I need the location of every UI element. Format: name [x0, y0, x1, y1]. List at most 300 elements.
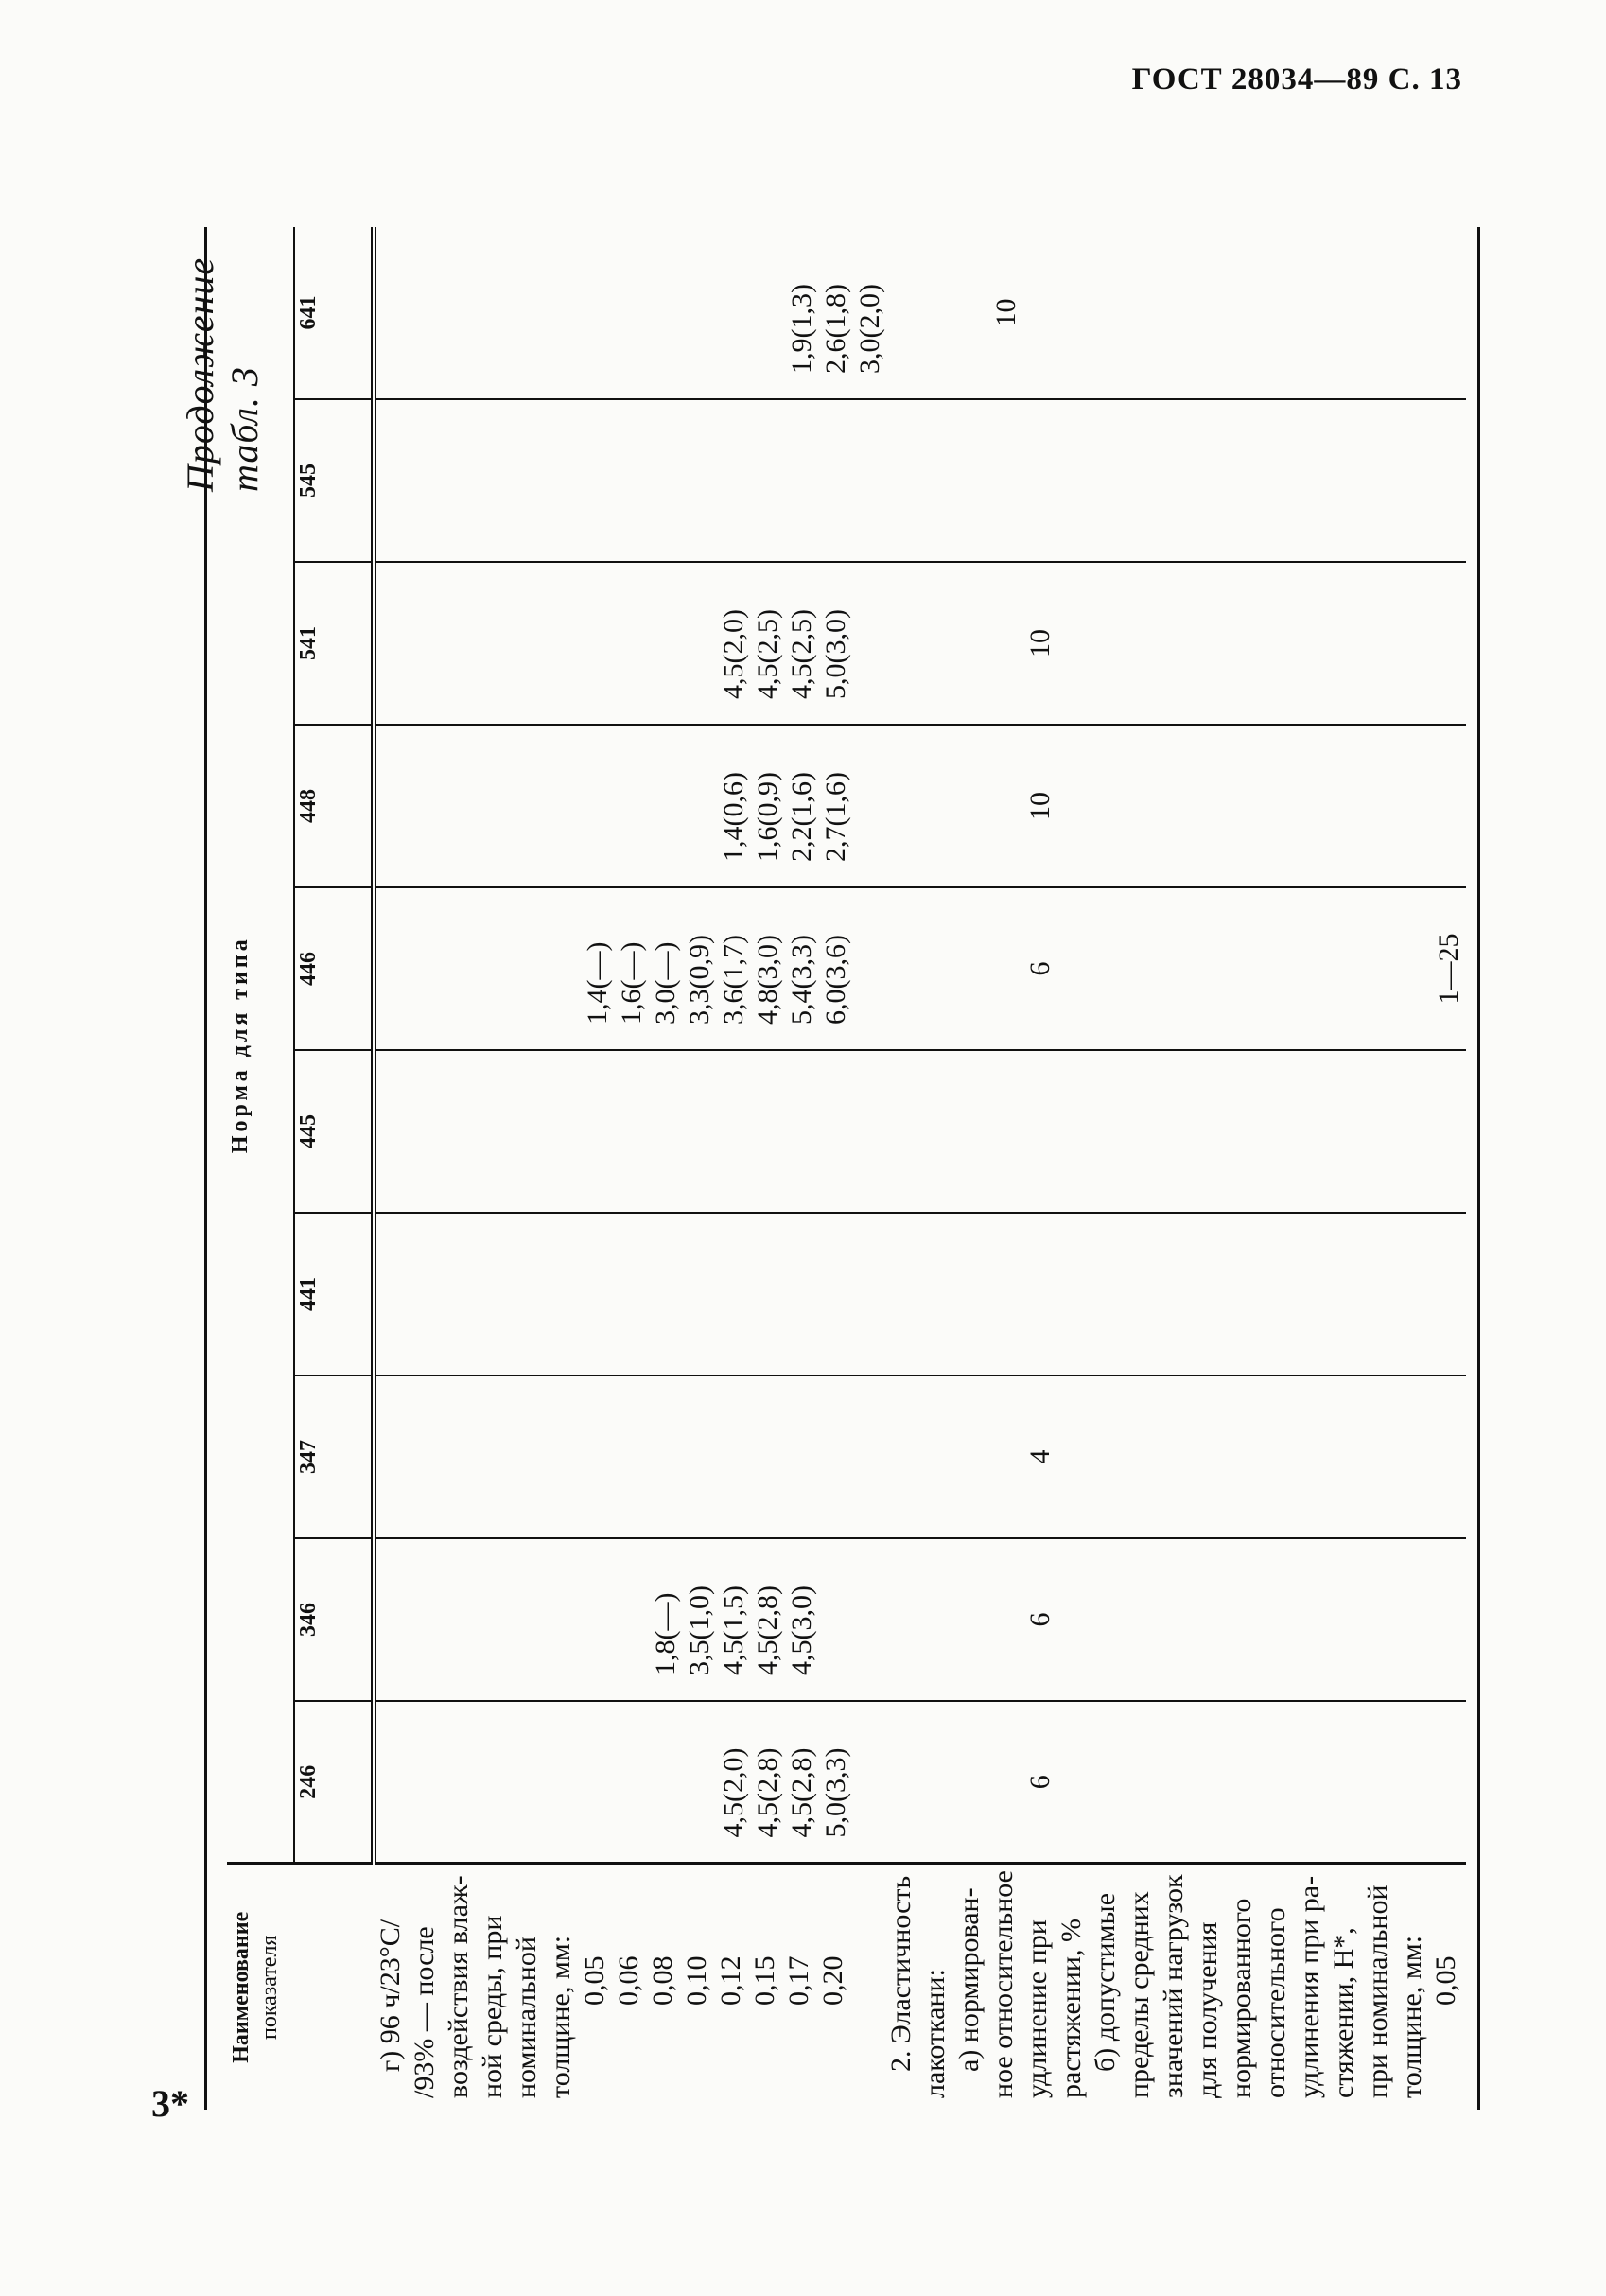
norm-value: [921, 1051, 955, 1212]
norm-value: [581, 1051, 615, 1212]
values-column-448: [374, 725, 1466, 887]
norm-value: [376, 227, 410, 398]
norm-value: [479, 726, 513, 886]
norm-value: [887, 1051, 921, 1212]
norm-value: [1194, 1051, 1228, 1212]
norm-value: [649, 726, 683, 886]
norm-value: [1126, 227, 1160, 398]
norm-value: [1330, 888, 1364, 1049]
norm-value: [1432, 1214, 1466, 1375]
norm-value: [1091, 1376, 1126, 1537]
norm-value: [955, 888, 989, 1049]
values-column-446: [374, 887, 1466, 1050]
norm-value: [581, 1376, 615, 1537]
norm-value: [1194, 1702, 1228, 1863]
norm-value: 4,5(3,0): [786, 1586, 817, 1675]
norm-value: [989, 888, 1023, 1049]
norm-value: [1126, 1051, 1160, 1212]
norm-value: [887, 227, 921, 398]
norm-value: [785, 1214, 819, 1375]
norm-value: 4,5(2,8): [752, 1586, 783, 1675]
norm-value: [1194, 888, 1228, 1049]
norm-value: [989, 1051, 1023, 1212]
norm-value: [683, 227, 717, 398]
norm-value: [717, 1376, 751, 1537]
norm-value: [955, 726, 989, 886]
norm-value: [615, 1539, 649, 1700]
indicator-name-line: для получения: [1192, 1921, 1223, 2098]
norm-value: [615, 227, 649, 398]
indicator-name-line: 0,05: [1430, 1955, 1461, 2006]
norm-value: [376, 1376, 410, 1537]
norm-value: 1,4(0,6): [718, 772, 749, 862]
norm-value: [785, 400, 819, 561]
indicator-name-line: растяжении, %: [1056, 1919, 1087, 2098]
norm-value: 10: [1024, 629, 1056, 657]
norm-value: [1160, 227, 1194, 398]
norm-value: [887, 1702, 921, 1863]
norm-value: [479, 227, 513, 398]
norm-value: [1057, 726, 1091, 886]
norm-value: [1262, 400, 1296, 561]
norm-value: [615, 563, 649, 724]
table-top-rule: [204, 227, 207, 2110]
norm-value: 5,4(3,3): [786, 935, 817, 1025]
norm-value: [1126, 1539, 1160, 1700]
norm-value: [1194, 227, 1228, 398]
indicator-name-line: номинальной: [511, 1937, 542, 2098]
norm-value: [751, 1051, 785, 1212]
norm-value: [853, 1051, 887, 1212]
norm-value: [1330, 1539, 1364, 1700]
norm-value: 3,0(—): [650, 941, 681, 1025]
norm-value: [1057, 1702, 1091, 1863]
norm-value: [581, 1214, 615, 1375]
values-column-445: [374, 1050, 1466, 1213]
norm-value: [376, 1702, 410, 1863]
norm-value: [921, 227, 955, 398]
norm-value: [989, 1539, 1023, 1700]
norm-value: [445, 400, 479, 561]
norm-value: [547, 400, 581, 561]
norm-value: 4,5(2,8): [752, 1747, 783, 1838]
indicator-name-line: 2. Эластичность: [885, 1875, 916, 2072]
norm-value: [1432, 1376, 1466, 1537]
norm-value: [717, 227, 751, 398]
norm-value: 5,0(3,0): [820, 609, 851, 699]
norm-value: [445, 1539, 479, 1700]
norm-value: [1432, 227, 1466, 398]
type-header: 541: [294, 562, 374, 725]
norm-value: [717, 400, 751, 561]
norm-value: [1160, 1702, 1194, 1863]
norm-value: [376, 400, 410, 561]
norm-value: [1057, 1051, 1091, 1212]
values-column-346: [374, 1538, 1466, 1701]
norm-value: [989, 1702, 1023, 1863]
norm-value: [1296, 400, 1330, 561]
norm-value: [683, 563, 717, 724]
norm-value: [853, 1376, 887, 1537]
norm-value: [649, 400, 683, 561]
norm-value: [1160, 1214, 1194, 1375]
indicator-name-line: толщине, мм:: [1396, 1935, 1427, 2098]
norm-value: [1160, 888, 1194, 1049]
norm-value: 2,6(1,8): [820, 284, 851, 374]
norm-value: [445, 227, 479, 398]
values-column-441: [374, 1213, 1466, 1376]
norm-for-type-header: Норма для типа: [227, 227, 294, 1864]
norm-value: [683, 1051, 717, 1212]
norm-value: [1194, 1376, 1228, 1537]
norm-value: [581, 563, 615, 724]
values-column-541: [374, 562, 1466, 725]
norm-value: [615, 1214, 649, 1375]
norm-value: [479, 1539, 513, 1700]
norm-value: [479, 1214, 513, 1375]
indicator-name-line: а) нормирован-: [953, 1887, 985, 2072]
type-header: 641: [294, 227, 374, 399]
norm-value: [1091, 726, 1126, 886]
indicator-name-line: толщине, мм:: [545, 1935, 576, 2098]
norm-value: [853, 400, 887, 561]
norm-value: [410, 1539, 445, 1700]
norm-value: [785, 1051, 819, 1212]
norm-value: [410, 227, 445, 398]
norm-value: 1—25: [1433, 933, 1464, 1005]
indicator-name-line: 0,17: [783, 1955, 814, 2006]
norm-value: [1364, 888, 1398, 1049]
norm-value: [1432, 1051, 1466, 1212]
indicator-name-line: 0,15: [749, 1955, 780, 2006]
norm-value: [513, 1376, 547, 1537]
norm-value: [751, 400, 785, 561]
norm-value: [1398, 1376, 1432, 1537]
norm-value: [887, 888, 921, 1049]
norm-value: [683, 1702, 717, 1863]
norm-value: [1364, 1214, 1398, 1375]
norm-value: [445, 1376, 479, 1537]
norm-value: [1023, 1051, 1057, 1212]
indicator-name-line: пределы средних: [1124, 1891, 1155, 2098]
norm-value: [1023, 400, 1057, 561]
indicator-name-line: б) допустимые: [1090, 1892, 1121, 2072]
table-continuation-caption: Продолжение табл. 3: [179, 256, 266, 492]
norm-value: [547, 563, 581, 724]
norm-value: [819, 1376, 853, 1537]
norm-value: [819, 1051, 853, 1212]
norm-value: [649, 1214, 683, 1375]
norm-value: 4,5(1,5): [718, 1586, 749, 1675]
norm-value: [513, 400, 547, 561]
norm-value: [887, 1539, 921, 1700]
norm-value: [717, 1051, 751, 1212]
norm-value: [819, 1214, 853, 1375]
norm-value: [581, 227, 615, 398]
norm-value: [1126, 563, 1160, 724]
norm-value: [410, 1214, 445, 1375]
indicator-name-line: 0,06: [613, 1955, 644, 2006]
norm-value: [547, 888, 581, 1049]
norm-value: 4,5(2,0): [718, 1747, 749, 1838]
norm-value: 1,6(—): [616, 941, 647, 1025]
norm-value: [1091, 888, 1126, 1049]
values-column-545: [374, 399, 1466, 562]
norm-value: [445, 1051, 479, 1212]
norm-value: [649, 1051, 683, 1212]
norm-value: [376, 888, 410, 1049]
norm-value: [649, 1376, 683, 1537]
norm-value: [1262, 1214, 1296, 1375]
norm-value: [955, 563, 989, 724]
norm-value: 1,6(0,9): [752, 772, 783, 862]
norm-value: [1364, 400, 1398, 561]
indicator-name-line: воздействия влаж-: [443, 1875, 474, 2098]
norm-value: [376, 1214, 410, 1375]
norm-value: [921, 400, 955, 561]
norm-value: [989, 1214, 1023, 1375]
norm-value: [1126, 1214, 1160, 1375]
norm-value: [1364, 227, 1398, 398]
indicator-name-header: [227, 1864, 374, 2110]
norm-value: [1432, 563, 1466, 724]
norm-value: [683, 1376, 717, 1537]
indicator-name-line: 0,10: [681, 1955, 712, 2006]
norm-value: [683, 726, 717, 886]
norm-value: 3,3(0,9): [684, 935, 715, 1025]
norm-value: [410, 1051, 445, 1212]
norm-value: [1364, 563, 1398, 724]
norm-value: [955, 1376, 989, 1537]
norm-value: 10: [1024, 792, 1056, 820]
indicator-name-line: ной среды, при: [477, 1915, 508, 2098]
norm-value: [1091, 563, 1126, 724]
norm-value: [513, 1539, 547, 1700]
norm-value: [376, 726, 410, 886]
norm-value: [1398, 227, 1432, 398]
norm-value: [1296, 563, 1330, 724]
norm-value: [615, 1376, 649, 1537]
table-body-row: [374, 227, 1466, 2110]
norm-value: [819, 400, 853, 561]
norm-value: [1262, 1702, 1296, 1863]
norm-value: [1432, 400, 1466, 561]
norm-value: [1296, 1376, 1330, 1537]
norm-value: 1,4(—): [582, 941, 613, 1025]
norm-value: [887, 1214, 921, 1375]
values-column-246: [374, 1701, 1466, 1864]
norm-value: [1398, 888, 1432, 1049]
norm-value: [581, 1539, 615, 1700]
indicator-name-line: 0,08: [647, 1955, 678, 2006]
norm-value: [1194, 563, 1228, 724]
norm-value: [853, 888, 887, 1049]
norm-value: [615, 1051, 649, 1212]
norm-value: [683, 400, 717, 561]
norm-value: 4,5(2,0): [718, 609, 749, 699]
norm-value: [1228, 726, 1262, 886]
norm-value: [376, 1539, 410, 1700]
norm-value: [1330, 400, 1364, 561]
sheet-mark: 3*: [151, 2082, 189, 2125]
norm-value: [1126, 400, 1160, 561]
norm-value: [955, 400, 989, 561]
type-header: 441: [294, 1213, 374, 1376]
norm-value: [921, 1376, 955, 1537]
norm-value: [955, 1539, 989, 1700]
indicator-name-header-line: показателя: [257, 1935, 282, 2040]
norm-value: [1091, 1702, 1126, 1863]
norm-value: [1126, 888, 1160, 1049]
values-column-347: [374, 1376, 1466, 1538]
norm-value: 2,2(1,6): [786, 772, 817, 862]
norm-value: [853, 1702, 887, 1863]
norm-value: [649, 1702, 683, 1863]
norm-value: [887, 726, 921, 886]
norm-value: [1091, 400, 1126, 561]
norm-value: 10: [990, 298, 1021, 327]
norm-value: 4,5(2,5): [752, 609, 783, 699]
norm-value: [1364, 1539, 1398, 1700]
norm-value: 6: [1024, 1775, 1056, 1790]
norm-value: [513, 1214, 547, 1375]
rotated-table-block: [170, 189, 1485, 2110]
norm-value: [1330, 227, 1364, 398]
norm-value: [479, 1376, 513, 1537]
norm-value: [1262, 563, 1296, 724]
norm-value: [1262, 1539, 1296, 1700]
norm-value: [1091, 1539, 1126, 1700]
norm-value: [1432, 726, 1466, 886]
type-header: 445: [294, 1050, 374, 1213]
norm-value: [376, 1051, 410, 1212]
norm-value: [1296, 726, 1330, 886]
page-header: ГОСТ 28034—89 С. 13: [1131, 62, 1462, 96]
norm-value: [1398, 1539, 1432, 1700]
norm-value: [547, 1214, 581, 1375]
type-header: 347: [294, 1376, 374, 1538]
norm-value: [1398, 1051, 1432, 1212]
norm-value: [547, 1702, 581, 1863]
norm-value: [1398, 563, 1432, 724]
norm-value: [853, 726, 887, 886]
type-header: 545: [294, 399, 374, 562]
norm-value: [683, 1214, 717, 1375]
norm-value: [1057, 888, 1091, 1049]
norm-value: [1330, 563, 1364, 724]
norm-value: [479, 1051, 513, 1212]
norm-value: 4,5(2,8): [786, 1747, 817, 1838]
norm-value: [853, 1214, 887, 1375]
norm-value: [445, 1214, 479, 1375]
norm-value: [513, 726, 547, 886]
norm-value: [955, 1214, 989, 1375]
norm-value: [1160, 400, 1194, 561]
norm-value: [1330, 1702, 1364, 1863]
norm-value: [1228, 563, 1262, 724]
norm-value: [1296, 1702, 1330, 1863]
norm-value: [1228, 1702, 1262, 1863]
indicator-name-line: нормированного: [1226, 1898, 1257, 2098]
norm-value: [1398, 400, 1432, 561]
norm-value: [1432, 1539, 1466, 1700]
indicator-name-line: стяжении, Н*,: [1328, 1927, 1359, 2098]
indicator-name-line: удлинение при: [1021, 1919, 1053, 2098]
norm-value: [1228, 400, 1262, 561]
type-header: 448: [294, 725, 374, 887]
norm-value: [479, 1702, 513, 1863]
norm-value: [989, 1376, 1023, 1537]
norm-value: [410, 563, 445, 724]
norm-value: 3,0(2,0): [854, 284, 885, 374]
norm-value: [1091, 227, 1126, 398]
indicator-name-line: значений нагрузок: [1158, 1874, 1189, 2098]
norm-value: 4,8(3,0): [752, 935, 783, 1025]
norm-value: [887, 400, 921, 561]
norms-table: [227, 227, 1466, 2110]
norm-value: [1091, 1051, 1126, 1212]
indicator-name-line: 0,05: [579, 1955, 610, 2006]
norm-value: [1057, 1214, 1091, 1375]
norm-value: 6: [1024, 961, 1056, 976]
norm-value: [547, 1539, 581, 1700]
norm-value: [1262, 888, 1296, 1049]
norm-value: [1194, 1214, 1228, 1375]
norm-value: [887, 1376, 921, 1537]
norm-value: [1228, 1051, 1262, 1212]
norm-value: [1364, 726, 1398, 886]
norm-value: [1262, 726, 1296, 886]
norm-value: [955, 1051, 989, 1212]
norm-value: [1296, 1214, 1330, 1375]
norm-value: [989, 400, 1023, 561]
norm-value: 6,0(3,6): [820, 935, 851, 1025]
norm-value: [581, 400, 615, 561]
norm-value: [410, 1702, 445, 1863]
norm-value: [376, 563, 410, 724]
norm-value: [955, 227, 989, 398]
norm-value: [1330, 726, 1364, 886]
norm-value: [1398, 1214, 1432, 1375]
norm-value: [445, 563, 479, 724]
norm-value: [1160, 1376, 1194, 1537]
norm-value: [1160, 1539, 1194, 1700]
norm-value: [1432, 1702, 1466, 1863]
norm-value: 2,7(1,6): [820, 772, 851, 862]
indicator-name-line: относительного: [1260, 1907, 1291, 2098]
norm-value: 1,8(—): [650, 1592, 681, 1675]
norm-value: [751, 1376, 785, 1537]
norm-value: [1160, 726, 1194, 886]
norm-value: [1194, 400, 1228, 561]
type-header: 446: [294, 887, 374, 1050]
norm-value: [1296, 227, 1330, 398]
norm-value: [1262, 1051, 1296, 1212]
norm-value: [513, 563, 547, 724]
indicator-name-line: [850, 1866, 884, 2111]
norm-value: [410, 888, 445, 1049]
norm-value: [955, 1702, 989, 1863]
norm-value: [717, 1214, 751, 1375]
norm-value: [921, 1702, 955, 1863]
norm-value: [751, 1214, 785, 1375]
type-header: 346: [294, 1538, 374, 1701]
indicator-name-line: 0,20: [817, 1955, 848, 2006]
norm-value: [547, 227, 581, 398]
norm-value: [1398, 1702, 1432, 1863]
norm-value: [1057, 563, 1091, 724]
norm-value: [581, 726, 615, 886]
